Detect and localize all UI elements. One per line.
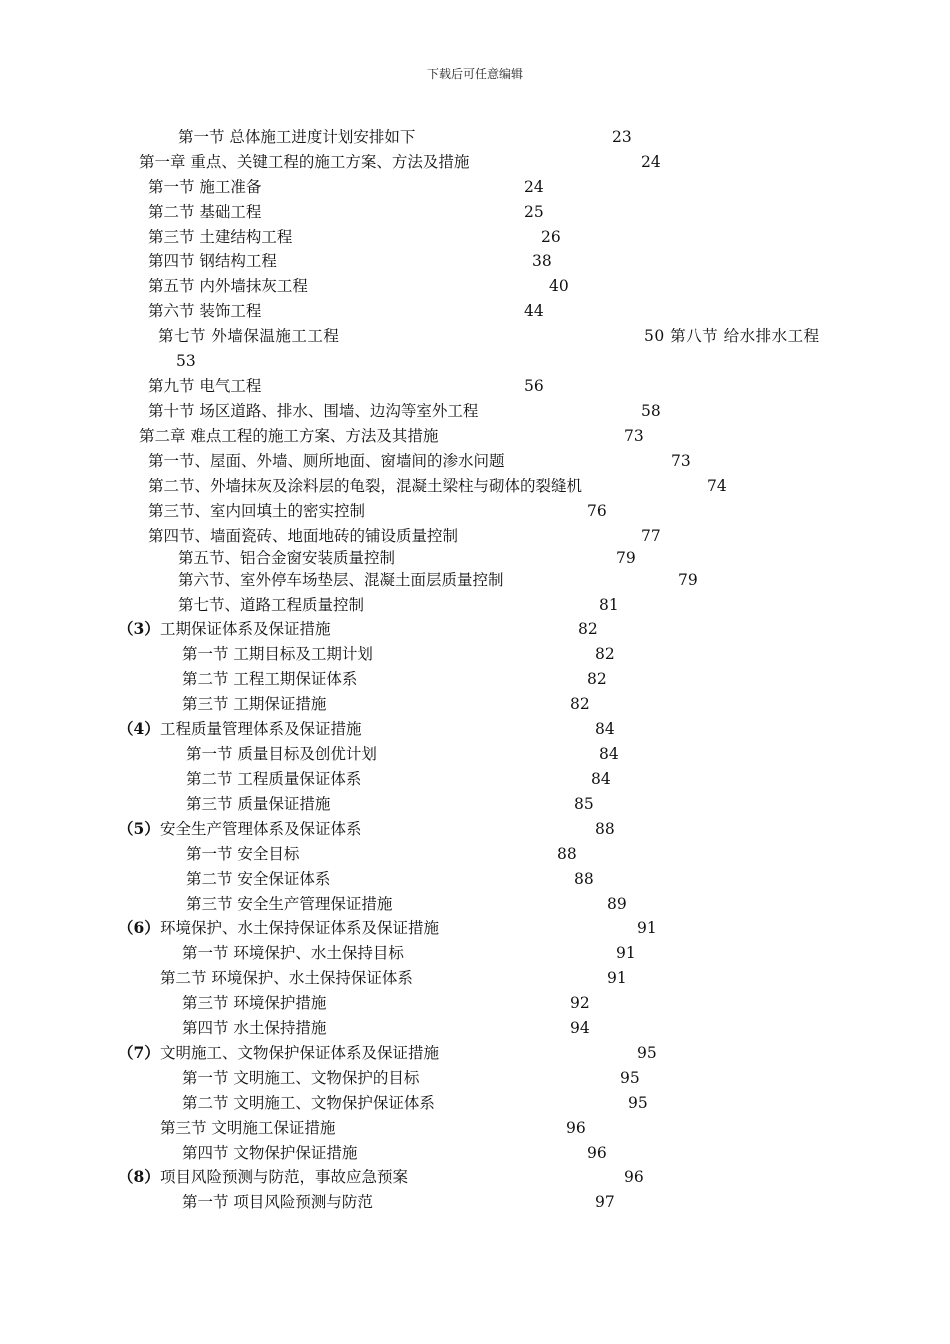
toc-entry-title: 工期保证体系及保证措施 <box>160 620 331 638</box>
toc-entry-page: 77 <box>641 527 661 545</box>
toc-entry-page: 79 <box>616 549 636 567</box>
toc-entry-page: 94 <box>570 1019 590 1037</box>
toc-entry-page: 74 <box>707 477 727 495</box>
toc-entry-title: 第十节 场区道路、排水、围墙、边沟等室外工程 <box>148 402 479 420</box>
toc-entry-page: 76 <box>587 502 607 520</box>
toc-entry-title: 第一节 质量目标及创优计划 <box>186 745 377 763</box>
toc-entry-page: 89 <box>607 895 627 913</box>
toc-entry-page: 79 <box>678 571 698 589</box>
toc-entry-page: 24 <box>524 178 544 196</box>
toc-entry-title: 第二章 难点工程的施工方案、方法及其措施 <box>139 427 439 445</box>
toc-entry-title: 第四节 水土保持措施 <box>182 1019 327 1037</box>
toc-entry-page: 58 <box>641 402 661 420</box>
toc-entry-page: 96 <box>566 1119 586 1137</box>
toc-entry-page: 96 <box>624 1168 644 1186</box>
toc-entry-page: 84 <box>595 720 615 738</box>
toc-section-number: （6） <box>118 918 160 937</box>
toc-entry-page: 56 <box>524 377 544 395</box>
toc-entry-title: 第一节 工期目标及工期计划 <box>182 645 373 663</box>
toc-entry-page: 53 <box>176 352 196 370</box>
toc-entry-title: 第七节、道路工程质量控制 <box>178 596 365 614</box>
toc-entry-title: 第一节 环境保护、水土保持目标 <box>182 944 404 962</box>
toc-entry-title: 第二节 安全保证体系 <box>186 870 331 888</box>
toc-entry-page: 82 <box>570 695 590 713</box>
toc-entry-title: 第九节 电气工程 <box>148 377 262 395</box>
toc-section-number: （3） <box>118 619 160 638</box>
toc-entry-page: 84 <box>599 745 619 763</box>
toc-entry-title: 第二节 工程质量保证体系 <box>186 770 362 788</box>
toc-entry-title: 第三节 文明施工保证措施 <box>160 1119 336 1137</box>
toc-entry-title: 第二节、外墙抹灰及涂料层的龟裂，混凝土梁柱与砌体的裂缝机 <box>148 477 583 495</box>
toc-entry-title: 安全生产管理体系及保证体系 <box>160 820 362 838</box>
toc-entry-page: 92 <box>570 994 590 1012</box>
toc-entry-page: 84 <box>591 770 611 788</box>
toc-entry-title: 第一节 文明施工、文物保护的目标 <box>182 1069 420 1087</box>
toc-entry-title: 第三节、室内回填土的密实控制 <box>148 502 366 520</box>
toc-entry-title: 文明施工、文物保护保证体系及保证措施 <box>160 1044 440 1062</box>
toc-entry-page: 82 <box>578 620 598 638</box>
toc-entry-title: 第三节 安全生产管理保证措施 <box>186 895 393 913</box>
page-header: 下载后可任意编辑 <box>426 67 523 81</box>
toc-entry-title: 第一节、屋面、外墙、厕所地面、窗墙间的渗水问题 <box>148 452 505 470</box>
toc-entry-page: 88 <box>574 870 594 888</box>
toc-entry-page: 38 <box>532 252 552 270</box>
toc-entry-title: 工程质量管理体系及保证措施 <box>160 720 362 738</box>
toc-entry-title: 第一节 施工准备 <box>148 178 262 196</box>
toc-entry-title: 第二节 环境保护、水土保持保证体系 <box>160 969 413 987</box>
toc-entry-page: 91 <box>607 969 627 987</box>
toc-section-number: （4） <box>118 719 160 738</box>
toc-entry-page: 82 <box>595 645 615 663</box>
toc-entry-title: 第三节 土建结构工程 <box>148 228 293 246</box>
toc-entry-page: 88 <box>595 820 615 838</box>
toc-entry-title: 第四节、墙面瓷砖、地面地砖的铺设质量控制 <box>148 527 459 545</box>
toc-entry-title: 第二节 基础工程 <box>148 203 262 221</box>
toc-entry-title: 第七节 外墙保温施工工程 <box>158 327 340 345</box>
toc-entry-page: 44 <box>524 302 544 320</box>
toc-entry-title: 第一章 重点、关键工程的施工方案、方法及措施 <box>139 153 470 171</box>
toc-entry-page: 95 <box>628 1094 648 1112</box>
toc-section-number: （8） <box>118 1167 160 1186</box>
toc-entry-page: 26 <box>541 228 561 246</box>
toc-entry-title: 项目风险预测与防范，事故应急预案 <box>160 1168 409 1186</box>
toc-entry-page: 73 <box>671 452 691 470</box>
toc-entry-page: 82 <box>587 670 607 688</box>
toc-entry-page: 96 <box>587 1144 607 1162</box>
toc-entry-page: 23 <box>612 128 632 146</box>
toc-entry-title: 第一节 总体施工进度计划安排如下 <box>178 128 416 146</box>
toc-entry-title: 第三节 质量保证措施 <box>186 795 331 813</box>
toc-entry-title: 第六节、室外停车场垫层、混凝土面层质量控制 <box>178 571 504 589</box>
toc-entry-title: 第一节 项目风险预测与防范 <box>182 1193 373 1211</box>
toc-entry-page: 95 <box>637 1044 657 1062</box>
toc-entry-page: 50 第八节 给水排水工程 <box>644 327 820 345</box>
toc-entry-title: 第六节 装饰工程 <box>148 302 262 320</box>
toc-entry-title: 第三节 环境保护措施 <box>182 994 327 1012</box>
toc-entry-page: 91 <box>616 944 636 962</box>
toc-entry-page: 24 <box>641 153 661 171</box>
toc-entry-page: 97 <box>595 1193 615 1211</box>
toc-entry-page: 25 <box>524 203 544 221</box>
toc-entry-page: 95 <box>620 1069 640 1087</box>
toc-entry-title: 第五节 内外墙抹灰工程 <box>148 277 308 295</box>
toc-entry-page: 73 <box>624 427 644 445</box>
toc-section-number: （5） <box>118 819 160 838</box>
toc-entry-page: 85 <box>574 795 594 813</box>
toc-entry-title: 第一节 安全目标 <box>186 845 300 863</box>
toc-entry-title: 第二节 文明施工、文物保护保证体系 <box>182 1094 435 1112</box>
toc-entry-title: 第二节 工程工期保证体系 <box>182 670 358 688</box>
toc-entry-page: 91 <box>637 919 657 937</box>
toc-entry-page: 40 <box>549 277 569 295</box>
toc-entry-page: 81 <box>599 596 619 614</box>
toc-section-number: （7） <box>118 1043 160 1062</box>
toc-entry-title: 第四节 文物保护保证措施 <box>182 1144 358 1162</box>
toc-entry-title: 第四节 钢结构工程 <box>148 252 277 270</box>
toc-entry-title: 第三节 工期保证措施 <box>182 695 327 713</box>
toc-entry-page: 88 <box>557 845 577 863</box>
toc-entry-title: 环境保护、水土保持保证体系及保证措施 <box>160 919 440 937</box>
toc-entry-title: 第五节、铝合金窗安装质量控制 <box>178 549 396 567</box>
